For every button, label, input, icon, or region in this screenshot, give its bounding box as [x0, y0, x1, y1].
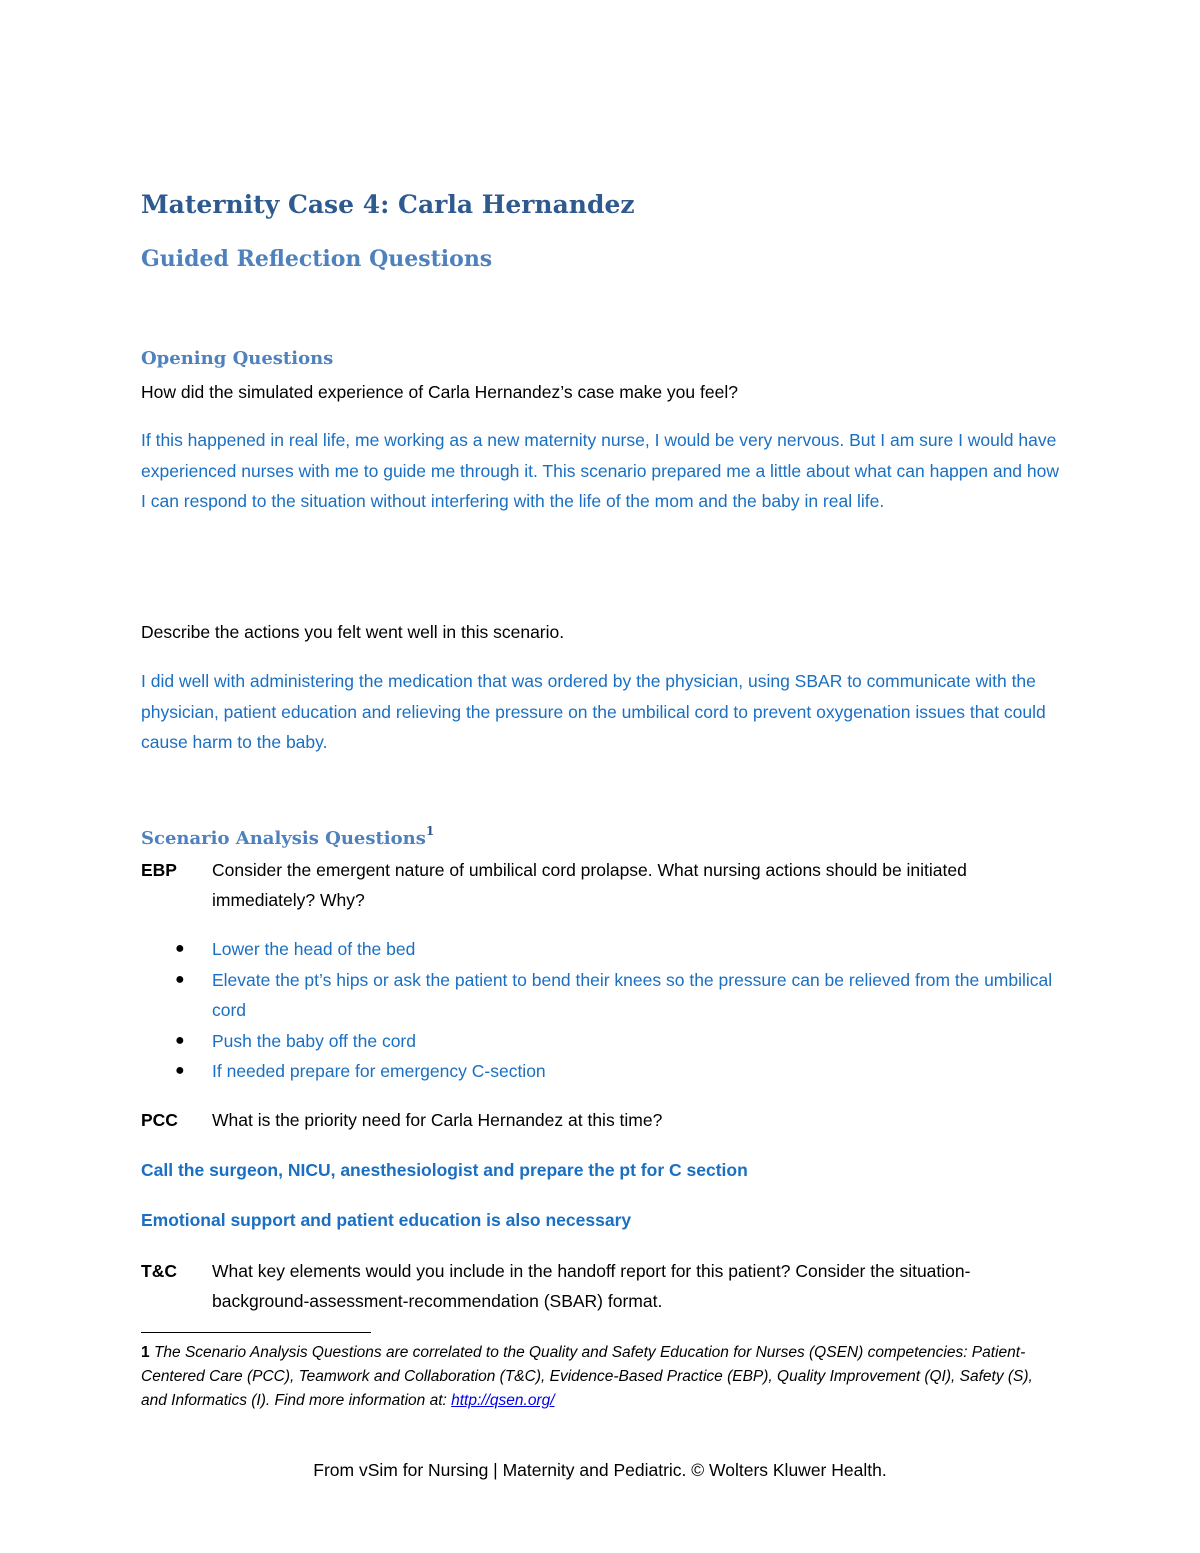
- list-item: [141, 934, 1061, 965]
- ebp-bullet-text: Push the baby off the cord: [212, 1030, 416, 1051]
- ebp-tag: EBP: [141, 860, 177, 880]
- bullet-icon: ●: [175, 1031, 185, 1049]
- list-item: [141, 1026, 1061, 1057]
- footnote-divider: [141, 1332, 371, 1333]
- bullet-icon: ●: [175, 1062, 185, 1079]
- opening-answer-2: I did well with administering the medication that was ordered by the physician, using SBAR to communicate with the physician, patient education and relieving the pressure on the umbilical cord to prevent oxygenation issues that could cause harm to the baby.: [141, 671, 1046, 752]
- page-subtitle: Guided Reflection Questions: [141, 246, 493, 272]
- pcc-question-row: [141, 1105, 1061, 1135]
- pcc-answer-1: Call the surgeon, NICU, anesthesiologist and prepare the pt for C section: [141, 1160, 748, 1180]
- scenario-analysis-heading: [141, 826, 434, 849]
- list-item: [141, 1056, 1061, 1087]
- tc-tag: T&C: [141, 1261, 177, 1281]
- opening-question-1: How did the simulated experience of Carla Hernandez’s case make you feel?: [141, 382, 738, 402]
- qsen-link[interactable]: http://qsen.org/: [451, 1392, 555, 1409]
- footnote: [141, 1341, 1061, 1413]
- footnote-text: The Scenario Analysis Questions are correlated to the Quality and Safety Education for Nurses (QSEN) competencies: Patient-Centered Care (PCC), Teamwork and Collaboration (T&C), Evidence-Based Practice (EBP), Quality Improvement (QI), Safety (S), and Informatics (I). Find more information at:: [141, 1344, 1033, 1409]
- ebp-question: Consider the emergent nature of umbilical cord prolapse. What nursing actions should be initiated immediately? Why?: [212, 860, 967, 910]
- page-footer: From vSim for Nursing | Maternity and Pediatric. © Wolters Kluwer Health.: [313, 1460, 887, 1480]
- ebp-bullet-text: Lower the head of the bed: [212, 939, 416, 959]
- list-item: [141, 965, 1061, 1026]
- ebp-question-row: [141, 855, 1061, 917]
- scenario-analysis-heading-text: Scenario Analysis Questions: [141, 828, 426, 849]
- ebp-answer-list: [141, 934, 1061, 1087]
- tc-question: What key elements would you include in the handoff report for this patient? Consider the situation-background-assessment-recommendation (SBAR) format.: [212, 1261, 971, 1311]
- page-title: Maternity Case 4: Carla Hernandez: [141, 190, 635, 219]
- footnote-reference[interactable]: 1: [425, 824, 435, 838]
- footnote-number: 1: [141, 1344, 150, 1361]
- pcc-tag: PCC: [141, 1110, 178, 1130]
- opening-questions-heading: Opening Questions: [141, 348, 334, 369]
- opening-question-2: Describe the actions you felt went well in this scenario.: [141, 622, 565, 642]
- bullet-icon: ●: [175, 940, 185, 957]
- ebp-bullet-text: Elevate the pt’s hips or ask the patient to bend their knees so the pressure can be relieved from the umbilical cord: [212, 969, 1053, 1020]
- bullet-icon: ●: [175, 970, 185, 988]
- ebp-bullet-text: If needed prepare for emergency C-section: [212, 1061, 546, 1081]
- pcc-answer-2: Emotional support and patient education is also necessary: [141, 1210, 632, 1230]
- opening-answer-1: If this happened in real life, me working as a new maternity nurse, I would be very nervous. But I am sure I would have experienced nurses with me to guide me through it. This scenario prepared me a little about what can happen and how I can respond to the situation without interfering with the life of the mom and the baby in real life.: [141, 430, 1060, 511]
- pcc-question: What is the priority need for Carla Hernandez at this time?: [212, 1110, 663, 1130]
- tc-question-row: [141, 1256, 1061, 1318]
